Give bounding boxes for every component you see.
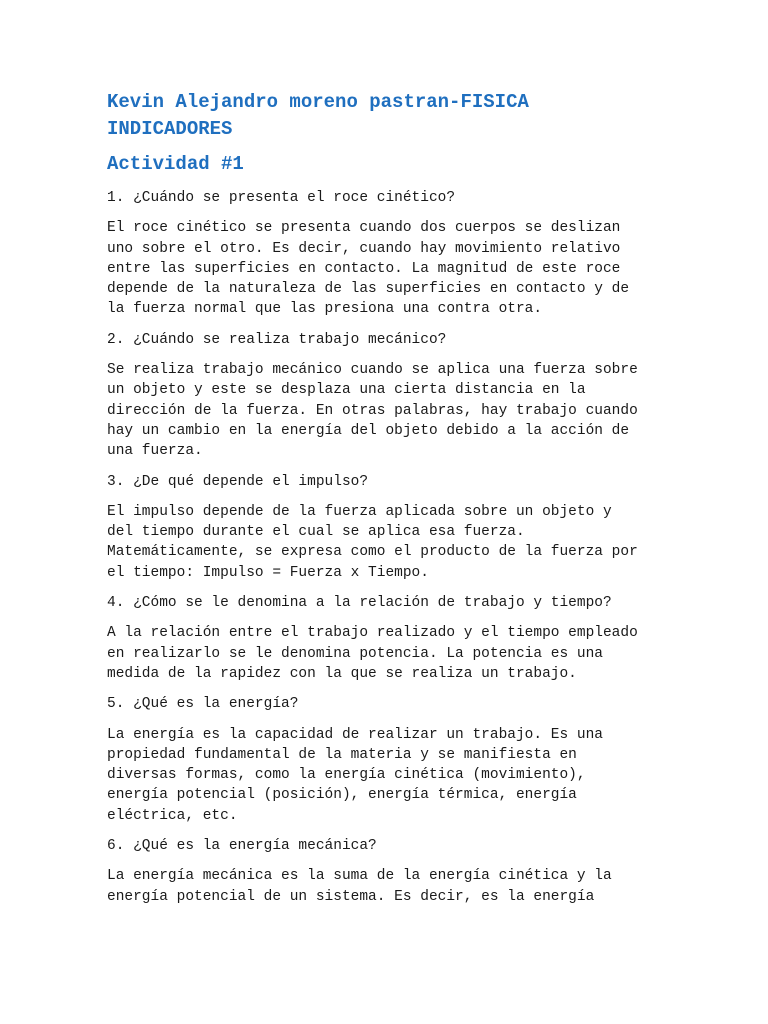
answer-2: Se realiza trabajo mecánico cuando se aplica una fuerza sobre un objeto y este se desplaza una cierta distancia en la dirección de la fuerza. En otras palabras, hay trabajo cuando hay un cambio en la energía del objeto debido a la acción de una fuerza. — [107, 362, 638, 460]
question-4: 4. ¿Cómo se le denomina a la relación de trabajo y tiempo? — [107, 595, 612, 612]
answer-4: A la relación entre el trabajo realizado y el tiempo empleado en realizarlo se le denomina potencia. La potencia es una medida de la rapidez con la que se realiza un trabajo. — [107, 625, 638, 682]
question-3: 3. ¿De qué depende el impulso? — [107, 473, 369, 490]
answer-1: El roce cinético se presenta cuando dos cuerpos se deslizan uno sobre el otro. Es decir, cuando hay movimiento relativo entre las superficies en contacto. La magnitud de este roce depende de la naturaleza de las superficies en contacto y de la fuerza normal que las presiona una contra otra. — [107, 220, 630, 318]
document-title: Kevin Alejandro moreno pastran-FISICA INDICADORES — [107, 91, 529, 140]
answer-6: La energía mecánica es la suma de la energía cinética y la energía potencial de un sistema. Es decir, es la energía — [107, 868, 612, 905]
question-2: 2. ¿Cuándo se realiza trabajo mecánico? — [107, 331, 447, 348]
question-5: 5. ¿Qué es la energía? — [107, 696, 299, 713]
answer-3: El impulso depende de la fuerza aplicada sobre un objeto y del tiempo durante el cual se aplica esa fuerza. Matemáticamente, se expresa como el producto de la fuerza por el tiempo: Impulso = Fuerza x Tiempo. — [107, 503, 638, 581]
answer-5: La energía es la capacidad de realizar un trabajo. Es una propiedad fundamental de la materia y se manifiesta en diversas formas, como la energía cinética (movimiento), energía potencial (posición), energía térmica, energía eléctrica, etc. — [107, 726, 603, 824]
activity-heading: Actividad #1 — [107, 153, 244, 175]
document-content — [107, 89, 667, 917]
question-6: 6. ¿Qué es la energía mecánica? — [107, 838, 377, 855]
question-1: 1. ¿Cuándo se presenta el roce cinético? — [107, 190, 456, 206]
